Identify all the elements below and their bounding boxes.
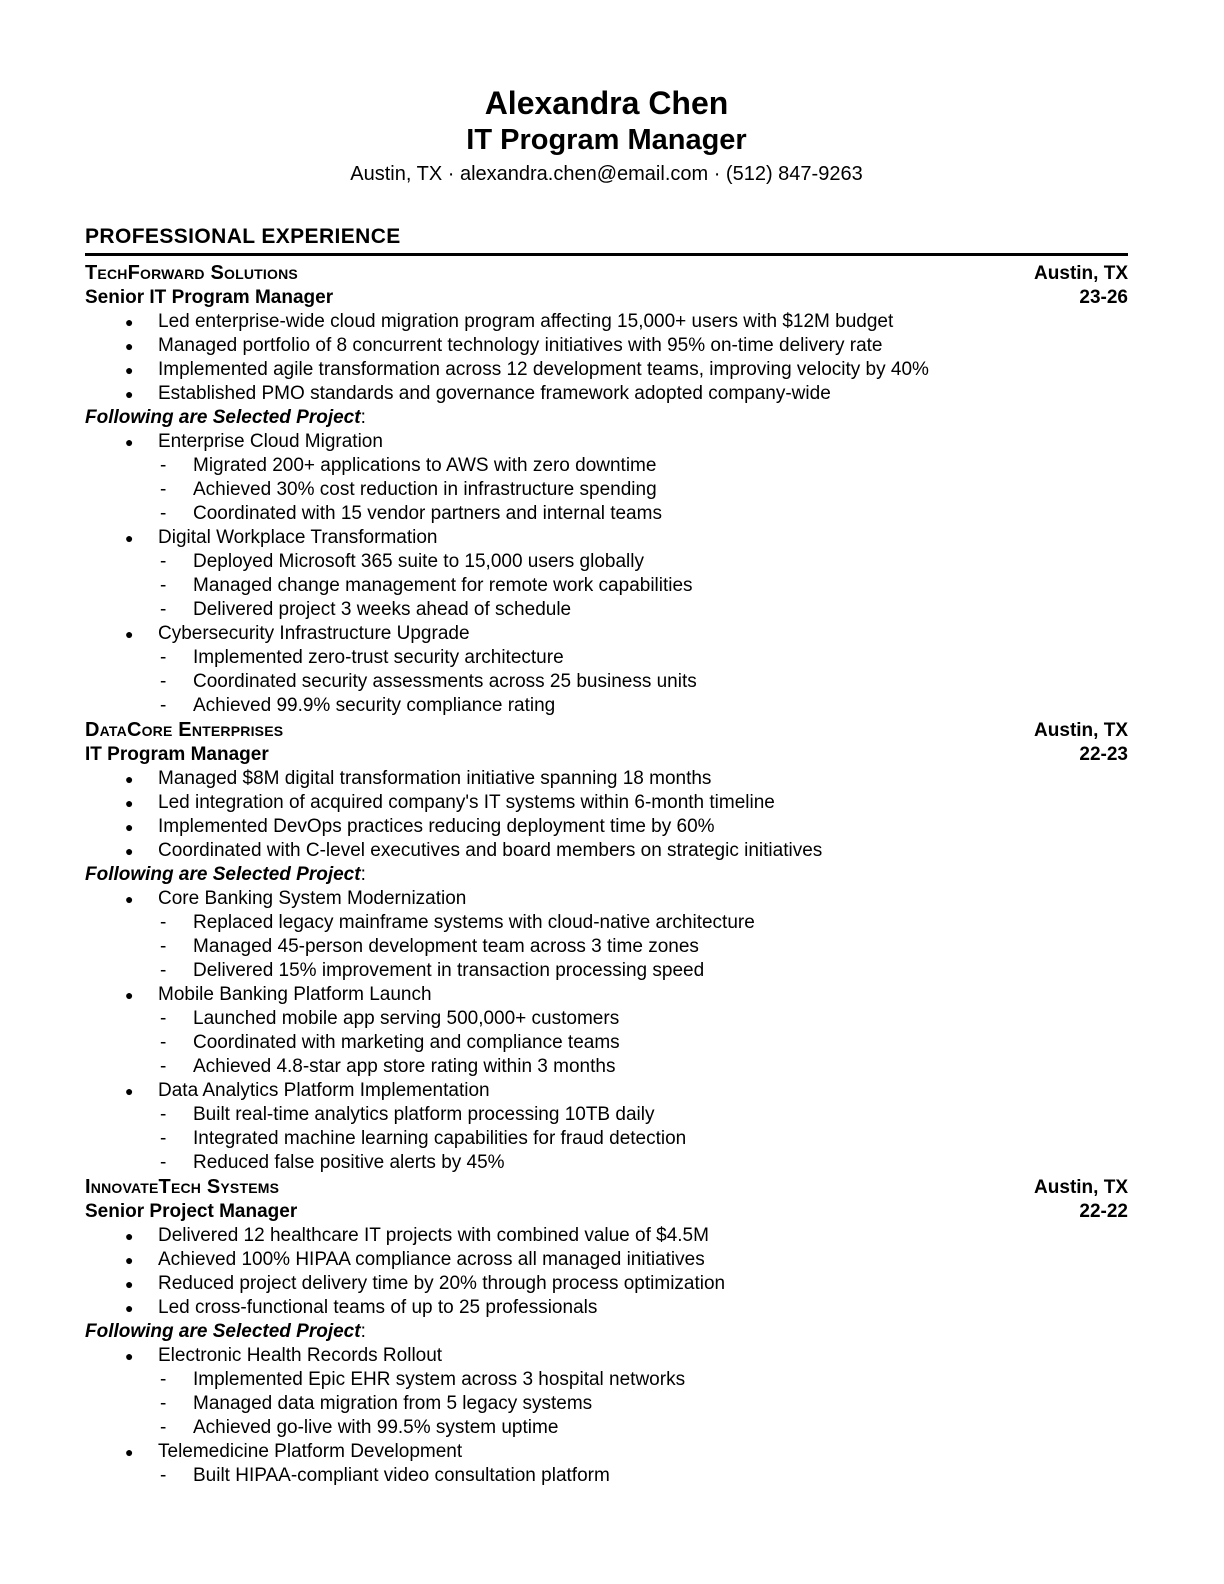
highlight-item-text: Led integration of acquired company's IT systems within 6-month timeline bbox=[158, 792, 775, 813]
job-dates: 23-26 bbox=[1079, 287, 1128, 308]
project-detail bbox=[160, 1464, 1128, 1488]
project-detail bbox=[160, 1007, 1128, 1031]
company-name: InnovateTech Systems bbox=[85, 1176, 280, 1198]
bullet-icon: ● bbox=[125, 987, 134, 1003]
dash-icon: - bbox=[160, 479, 167, 500]
bullet-icon: ● bbox=[125, 891, 134, 907]
project-name-text: Cybersecurity Infrastructure Upgrade bbox=[158, 623, 470, 644]
project-detail-text: Managed data migration from 5 legacy systems bbox=[193, 1393, 593, 1414]
highlight-item bbox=[125, 310, 1128, 334]
project-name-text: Data Analytics Platform Implementation bbox=[158, 1080, 490, 1101]
project-name bbox=[125, 526, 1128, 550]
project-detail-text: Delivered project 3 weeks ahead of schedule bbox=[193, 599, 572, 620]
project-detail bbox=[160, 1416, 1128, 1440]
person-title: IT Program Manager bbox=[466, 124, 747, 156]
bullet-icon: ● bbox=[125, 1348, 134, 1364]
highlight-item-text: Managed $8M digital transformation initiative spanning 18 months bbox=[158, 768, 712, 789]
section-divider bbox=[85, 253, 1128, 256]
bullet-icon: ● bbox=[125, 1444, 134, 1460]
project-name bbox=[125, 887, 1128, 911]
project-detail-text: Built HIPAA-compliant video consultation platform bbox=[193, 1465, 610, 1486]
highlight-item bbox=[125, 767, 1128, 791]
project-name-text: Digital Workplace Transformation bbox=[158, 527, 438, 548]
highlight-item-text: Coordinated with C-level executives and board members on strategic initiatives bbox=[158, 840, 823, 861]
highlight-item bbox=[125, 1248, 1128, 1272]
selected-projects-label-text: Following are Selected Project bbox=[85, 1321, 361, 1342]
bullet-icon: ● bbox=[125, 530, 134, 546]
company-location: Austin, TX bbox=[1034, 263, 1128, 284]
bullet-icon: ● bbox=[125, 795, 134, 811]
project-name bbox=[125, 1079, 1128, 1103]
dash-icon: - bbox=[160, 647, 167, 668]
dash-icon: - bbox=[160, 1056, 167, 1077]
company-location: Austin, TX bbox=[1034, 720, 1128, 741]
project-details bbox=[85, 1103, 1128, 1175]
bullet-icon: ● bbox=[125, 338, 134, 354]
project-details bbox=[85, 454, 1128, 526]
highlight-item bbox=[125, 815, 1128, 839]
dash-icon: - bbox=[160, 695, 167, 716]
highlight-item bbox=[125, 1296, 1128, 1320]
job-highlights bbox=[85, 1224, 1128, 1320]
dash-icon: - bbox=[160, 1417, 167, 1438]
highlight-item-text: Reduced project delivery time by 20% through process optimization bbox=[158, 1273, 726, 1294]
project-detail bbox=[160, 454, 1128, 478]
dash-icon: - bbox=[160, 671, 167, 692]
project-detail bbox=[160, 502, 1128, 526]
experience-section bbox=[85, 224, 1128, 1488]
dash-icon: - bbox=[160, 455, 167, 476]
job-entry bbox=[85, 1175, 1128, 1488]
project-detail bbox=[160, 550, 1128, 574]
bullet-icon: ● bbox=[125, 386, 134, 402]
selected-projects-colon: : bbox=[360, 864, 366, 885]
job-entry bbox=[85, 718, 1128, 1175]
jobs-container bbox=[85, 261, 1128, 1488]
company-row bbox=[85, 261, 1128, 286]
company-name: TechForward Solutions bbox=[85, 262, 298, 284]
project-detail bbox=[160, 935, 1128, 959]
project-detail bbox=[160, 598, 1128, 622]
dash-icon: - bbox=[160, 1128, 167, 1149]
project-detail bbox=[160, 1127, 1128, 1151]
project-detail-text: Integrated machine learning capabilities for fraud detection bbox=[193, 1128, 687, 1149]
project-details bbox=[85, 911, 1128, 983]
dash-icon: - bbox=[160, 1008, 167, 1029]
bullet-icon: ● bbox=[125, 1083, 134, 1099]
project-detail-text: Reduced false positive alerts by 45% bbox=[193, 1152, 505, 1173]
dash-icon: - bbox=[160, 599, 167, 620]
role-row bbox=[85, 743, 1128, 767]
project-detail bbox=[160, 478, 1128, 502]
project-details bbox=[85, 1464, 1128, 1488]
bullet-icon: ● bbox=[125, 1228, 134, 1244]
bullet-icon: ● bbox=[125, 626, 134, 642]
project-detail-text: Coordinated with 15 vendor partners and internal teams bbox=[193, 503, 662, 524]
highlight-item-text: Implemented agile transformation across 12 development teams, improving velocity by 40% bbox=[158, 359, 929, 380]
dash-icon: - bbox=[160, 1152, 167, 1173]
project-detail bbox=[160, 1055, 1128, 1079]
selected-projects-label-text: Following are Selected Project bbox=[85, 864, 361, 885]
company-row bbox=[85, 718, 1128, 743]
highlight-item-text: Achieved 100% HIPAA compliance across all managed initiatives bbox=[158, 1249, 705, 1270]
resume-header bbox=[85, 84, 1128, 188]
project-detail-text: Coordinated with marketing and compliance teams bbox=[193, 1032, 620, 1053]
project-detail bbox=[160, 574, 1128, 598]
project-detail bbox=[160, 670, 1128, 694]
job-projects bbox=[85, 1344, 1128, 1488]
project-detail-text: Achieved go-live with 99.5% system uptime bbox=[193, 1417, 559, 1438]
project-detail-text: Implemented Epic EHR system across 3 hospital networks bbox=[193, 1369, 686, 1390]
job-entry bbox=[85, 261, 1128, 718]
job-highlights bbox=[85, 767, 1128, 863]
project-name-text: Telemedicine Platform Development bbox=[158, 1441, 463, 1462]
contact-line: Austin, TX · alexandra.chen@email.com · (512) 847-9263 bbox=[350, 163, 863, 185]
selected-projects-colon: : bbox=[360, 1321, 366, 1342]
person-name: Alexandra Chen bbox=[484, 85, 729, 121]
project-detail-text: Achieved 4.8-star app store rating within 3 months bbox=[193, 1056, 616, 1077]
project-detail-text: Coordinated security assessments across 25 business units bbox=[193, 671, 697, 692]
highlight-item bbox=[125, 1272, 1128, 1296]
bullet-icon: ● bbox=[125, 314, 134, 330]
project-detail-text: Implemented zero-trust security architecture bbox=[193, 647, 564, 668]
dash-icon: - bbox=[160, 503, 167, 524]
project-detail-text: Managed 45-person development team across 3 time zones bbox=[193, 936, 699, 957]
highlight-item bbox=[125, 358, 1128, 382]
selected-projects-label bbox=[85, 406, 1128, 430]
dash-icon: - bbox=[160, 1393, 167, 1414]
dash-icon: - bbox=[160, 936, 167, 957]
project-detail-text: Built real-time analytics platform processing 10TB daily bbox=[193, 1104, 655, 1125]
company-row bbox=[85, 1175, 1128, 1200]
project-name bbox=[125, 983, 1128, 1007]
project-detail bbox=[160, 911, 1128, 935]
company-location: Austin, TX bbox=[1034, 1177, 1128, 1198]
job-projects bbox=[85, 887, 1128, 1175]
project-detail-text: Migrated 200+ applications to AWS with zero downtime bbox=[193, 455, 657, 476]
project-detail bbox=[160, 1151, 1128, 1175]
project-detail-text: Achieved 99.9% security compliance rating bbox=[193, 695, 556, 716]
project-detail-text: Managed change management for remote work capabilities bbox=[193, 575, 693, 596]
bullet-icon: ● bbox=[125, 819, 134, 835]
project-detail bbox=[160, 694, 1128, 718]
project-detail bbox=[160, 1031, 1128, 1055]
bullet-icon: ● bbox=[125, 843, 134, 859]
highlight-item bbox=[125, 839, 1128, 863]
highlight-item bbox=[125, 1224, 1128, 1248]
highlight-item-text: Led cross-functional teams of up to 25 professionals bbox=[158, 1297, 598, 1318]
bullet-icon: ● bbox=[125, 771, 134, 787]
highlight-item bbox=[125, 791, 1128, 815]
job-highlights bbox=[85, 310, 1128, 406]
highlight-item bbox=[125, 382, 1128, 406]
project-detail bbox=[160, 1103, 1128, 1127]
job-dates: 22-23 bbox=[1079, 744, 1128, 765]
project-detail bbox=[160, 1392, 1128, 1416]
dash-icon: - bbox=[160, 1032, 167, 1053]
project-detail bbox=[160, 959, 1128, 983]
project-details bbox=[85, 1368, 1128, 1440]
project-name-text: Enterprise Cloud Migration bbox=[158, 431, 383, 452]
job-role: Senior IT Program Manager bbox=[85, 287, 334, 308]
job-projects bbox=[85, 430, 1128, 718]
highlight-item-text: Led enterprise-wide cloud migration program affecting 15,000+ users with $12M budget bbox=[158, 311, 894, 332]
highlight-item-text: Established PMO standards and governance framework adopted company-wide bbox=[158, 383, 831, 404]
bullet-icon: ● bbox=[125, 1276, 134, 1292]
highlight-item-text: Implemented DevOps practices reducing deployment time by 60% bbox=[158, 816, 715, 837]
job-dates: 22-22 bbox=[1079, 1201, 1128, 1222]
highlight-item-text: Delivered 12 healthcare IT projects with combined value of $4.5M bbox=[158, 1225, 709, 1246]
role-row bbox=[85, 1200, 1128, 1224]
dash-icon: - bbox=[160, 551, 167, 572]
project-detail bbox=[160, 646, 1128, 670]
section-title: PROFESSIONAL EXPERIENCE bbox=[85, 225, 401, 248]
project-name-text: Core Banking System Modernization bbox=[158, 888, 467, 909]
dash-icon: - bbox=[160, 575, 167, 596]
dash-icon: - bbox=[160, 912, 167, 933]
project-name bbox=[125, 1344, 1128, 1368]
project-detail-text: Delivered 15% improvement in transaction processing speed bbox=[193, 960, 705, 981]
selected-projects-label-text: Following are Selected Project bbox=[85, 407, 361, 428]
project-detail-text: Deployed Microsoft 365 suite to 15,000 users globally bbox=[193, 551, 644, 572]
dash-icon: - bbox=[160, 1369, 167, 1390]
dash-icon: - bbox=[160, 1104, 167, 1125]
highlight-item bbox=[125, 334, 1128, 358]
project-detail-text: Launched mobile app serving 500,000+ customers bbox=[193, 1008, 620, 1029]
project-details bbox=[85, 646, 1128, 718]
bullet-icon: ● bbox=[125, 1300, 134, 1316]
project-name bbox=[125, 430, 1128, 454]
project-name bbox=[125, 622, 1128, 646]
dash-icon: - bbox=[160, 1465, 167, 1486]
bullet-icon: ● bbox=[125, 1252, 134, 1268]
project-detail-text: Replaced legacy mainframe systems with cloud-native architecture bbox=[193, 912, 755, 933]
project-detail-text: Achieved 30% cost reduction in infrastructure spending bbox=[193, 479, 657, 500]
selected-projects-colon: : bbox=[360, 407, 366, 428]
bullet-icon: ● bbox=[125, 362, 134, 378]
selected-projects-label bbox=[85, 863, 1128, 887]
bullet-icon: ● bbox=[125, 434, 134, 450]
selected-projects-label bbox=[85, 1320, 1128, 1344]
project-name-text: Mobile Banking Platform Launch bbox=[158, 984, 432, 1005]
project-name-text: Electronic Health Records Rollout bbox=[158, 1345, 443, 1366]
job-role: Senior Project Manager bbox=[85, 1201, 298, 1222]
project-details bbox=[85, 550, 1128, 622]
job-role: IT Program Manager bbox=[85, 744, 269, 765]
project-name bbox=[125, 1440, 1128, 1464]
highlight-item-text: Managed portfolio of 8 concurrent technology initiatives with 95% on-time delivery rate bbox=[158, 335, 883, 356]
dash-icon: - bbox=[160, 960, 167, 981]
company-name: DataCore Enterprises bbox=[85, 719, 284, 741]
project-details bbox=[85, 1007, 1128, 1079]
role-row bbox=[85, 286, 1128, 310]
project-detail bbox=[160, 1368, 1128, 1392]
